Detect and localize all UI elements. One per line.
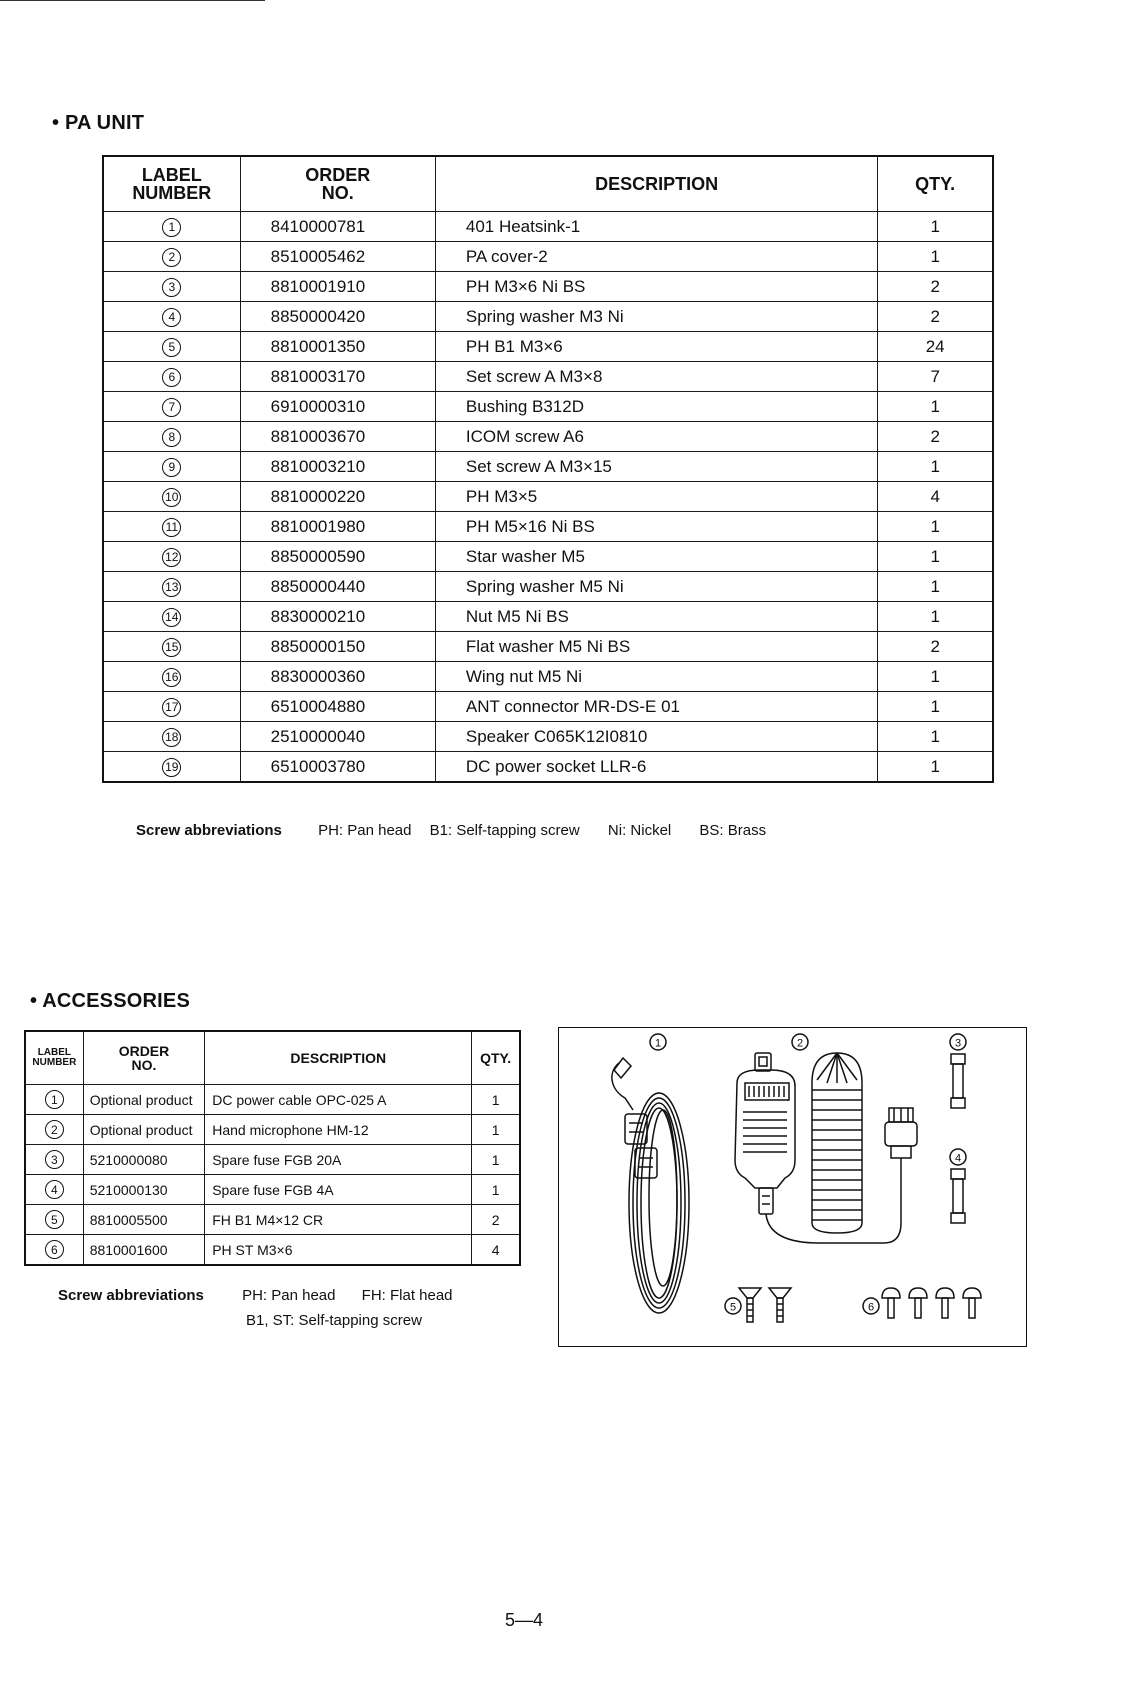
qty-cell: 1 [878, 242, 993, 272]
header-order-no: ORDER NO. [240, 156, 435, 212]
description-cell: Speaker C065K12I0810 [435, 722, 877, 752]
abbr-b1: B1: Self-tapping screw [429, 822, 580, 839]
accessories-screw-abbreviations [58, 1283, 453, 1333]
order-no-cell: 8810003170 [240, 362, 435, 392]
table-row [103, 422, 993, 452]
label-number-badge: 5 [162, 338, 181, 357]
label-number-badge: 9 [162, 458, 181, 477]
description-cell: PH ST M3×6 [205, 1235, 472, 1266]
table-row [103, 392, 993, 422]
callout-1-label: 1 [654, 1037, 662, 1050]
description-cell: Set screw A M3×8 [435, 362, 877, 392]
description-cell: DC power cable OPC-025 A [205, 1085, 472, 1115]
label-number-badge: 5 [45, 1210, 64, 1229]
qty-cell: 1 [878, 572, 993, 602]
description-cell: PH M3×5 [435, 482, 877, 512]
qty-cell: 4 [472, 1235, 520, 1266]
callout-6-label: 6 [867, 1301, 875, 1314]
header-description: DESCRIPTION [435, 156, 877, 212]
description-cell: FH B1 M4×12 CR [205, 1205, 472, 1235]
qty-cell: 1 [878, 662, 993, 692]
table-header-row [103, 156, 993, 212]
order-no-cell: 8810001910 [240, 272, 435, 302]
description-cell: Nut M5 Ni BS [435, 602, 877, 632]
order-no-cell: 6910000310 [240, 392, 435, 422]
description-cell: PH B1 M3×6 [435, 332, 877, 362]
table-row [25, 1205, 520, 1235]
label-number-badge: 2 [162, 248, 181, 267]
abbr-b1-st: B1, ST: Self-tapping screw [246, 1312, 422, 1329]
qty-cell: 7 [878, 362, 993, 392]
table-row [103, 302, 993, 332]
label-number-cell [103, 272, 240, 302]
abbr-ph: PH: Pan head [318, 822, 412, 839]
callout-4 [950, 1149, 966, 1165]
qty-cell: 2 [472, 1205, 520, 1235]
pa-unit-table [102, 155, 994, 783]
label-number-cell [103, 602, 240, 632]
order-no-cell: 8810001350 [240, 332, 435, 362]
label-number-cell [103, 512, 240, 542]
order-no-cell: 8510005462 [240, 242, 435, 272]
description-cell: Set screw A M3×15 [435, 452, 877, 482]
table-row [103, 212, 993, 242]
label-number-cell [103, 392, 240, 422]
callout-1 [650, 1034, 666, 1050]
qty-cell: 2 [878, 422, 993, 452]
table-row [103, 662, 993, 692]
header-qty: QTY. [472, 1031, 520, 1085]
top-rule [0, 0, 265, 1]
pan-head-screws-drawing [882, 1288, 981, 1318]
table-row [103, 482, 993, 512]
qty-cell: 24 [878, 332, 993, 362]
table-row [103, 722, 993, 752]
order-no-cell: 8810000220 [240, 482, 435, 512]
order-no-cell: 8810003670 [240, 422, 435, 452]
qty-cell: 1 [472, 1115, 520, 1145]
label-number-cell [25, 1235, 83, 1266]
label-number-badge: 2 [45, 1120, 64, 1139]
qty-cell: 1 [472, 1145, 520, 1175]
label-number-badge: 6 [162, 368, 181, 387]
accessories-table [24, 1030, 521, 1266]
label-number-badge: 6 [45, 1240, 64, 1259]
description-cell: Hand microphone HM-12 [205, 1115, 472, 1145]
label-number-cell [103, 692, 240, 722]
table-row [103, 332, 993, 362]
order-no-cell: 8830000360 [240, 662, 435, 692]
dc-power-cable-drawing [612, 1058, 689, 1313]
order-no-cell: 8850000420 [240, 302, 435, 332]
label-number-badge: 17 [162, 698, 181, 717]
label-number-badge: 14 [162, 608, 181, 627]
order-no-cell: Optional product [83, 1115, 204, 1145]
accessories-title: • ACCESSORIES [30, 990, 191, 1012]
callout-2-label: 2 [796, 1037, 804, 1050]
spare-fuse-20a-drawing [951, 1054, 965, 1108]
label-number-badge: 13 [162, 578, 181, 597]
qty-cell: 1 [878, 722, 993, 752]
label-number-badge: 18 [162, 728, 181, 747]
label-number-cell [103, 242, 240, 272]
spare-fuse-4a-drawing [951, 1169, 965, 1223]
label-number-cell [103, 542, 240, 572]
order-no-cell: 8830000210 [240, 602, 435, 632]
label-number-badge: 3 [162, 278, 181, 297]
qty-cell: 1 [878, 392, 993, 422]
label-number-badge: 1 [45, 1090, 64, 1109]
label-number-badge: 11 [162, 518, 181, 537]
accessories-drawing [559, 1028, 1026, 1346]
header-qty: QTY. [878, 156, 993, 212]
table-row [25, 1115, 520, 1145]
label-number-cell [25, 1175, 83, 1205]
table-row [103, 272, 993, 302]
label-number-cell [103, 572, 240, 602]
order-no-cell: 8810001980 [240, 512, 435, 542]
order-no-cell: 8810003210 [240, 452, 435, 482]
abbr-fh: FH: Flat head [361, 1287, 453, 1304]
label-number-cell [25, 1115, 83, 1145]
label-number-cell [103, 722, 240, 752]
label-number-badge: 15 [162, 638, 181, 657]
order-no-cell: 8410000781 [240, 212, 435, 242]
description-cell: Spare fuse FGB 20A [205, 1145, 472, 1175]
qty-cell: 2 [878, 632, 993, 662]
qty-cell: 1 [472, 1085, 520, 1115]
table-row [25, 1175, 520, 1205]
order-no-cell: 8850000150 [240, 632, 435, 662]
header-label-number: LABEL NUMBER [25, 1031, 83, 1085]
order-no-cell: 5210000080 [83, 1145, 204, 1175]
description-cell: DC power socket LLR-6 [435, 752, 877, 783]
label-number-cell [25, 1145, 83, 1175]
order-no-cell: Optional product [83, 1085, 204, 1115]
callout-6 [863, 1298, 879, 1314]
label-number-cell [103, 302, 240, 332]
description-cell: PH M5×16 Ni BS [435, 512, 877, 542]
label-number-cell [103, 422, 240, 452]
description-cell: Star washer M5 [435, 542, 877, 572]
label-number-cell [25, 1085, 83, 1115]
label-number-badge: 4 [45, 1180, 64, 1199]
description-cell: 401 Heatsink-1 [435, 212, 877, 242]
table-header-row [25, 1031, 520, 1085]
label-number-badge: 3 [45, 1150, 64, 1169]
table-row [103, 752, 993, 783]
pa-unit-title: • PA UNIT [52, 112, 145, 134]
order-no-cell: 6510003780 [240, 752, 435, 783]
order-no-cell: 8810005500 [83, 1205, 204, 1235]
label-number-cell [103, 482, 240, 512]
label-number-cell [103, 362, 240, 392]
abbr-ph: PH: Pan head [242, 1287, 336, 1304]
label-number-cell [103, 632, 240, 662]
callout-3-label: 3 [954, 1037, 962, 1050]
qty-cell: 1 [878, 512, 993, 542]
table-row [103, 452, 993, 482]
abbr-heading: Screw abbreviations [136, 822, 282, 839]
description-cell: ICOM screw A6 [435, 422, 877, 452]
description-cell: ANT connector MR-DS-E 01 [435, 692, 877, 722]
label-number-cell [103, 452, 240, 482]
label-number-badge: 19 [162, 758, 181, 777]
page-number: 5—4 [505, 1610, 544, 1630]
qty-cell: 1 [878, 452, 993, 482]
pa-screw-abbreviations [136, 822, 766, 839]
table-row [25, 1145, 520, 1175]
label-number-cell [103, 332, 240, 362]
qty-cell: 1 [472, 1175, 520, 1205]
header-label-number: LABEL NUMBER [103, 156, 240, 212]
description-cell: PA cover-2 [435, 242, 877, 272]
table-row [103, 512, 993, 542]
header-description: DESCRIPTION [205, 1031, 472, 1085]
qty-cell: 1 [878, 602, 993, 632]
accessories-illustration [558, 1027, 1027, 1347]
label-number-cell [103, 752, 240, 783]
order-no-cell: 5210000130 [83, 1175, 204, 1205]
qty-cell: 2 [878, 272, 993, 302]
description-cell: Bushing B312D [435, 392, 877, 422]
qty-cell: 1 [878, 542, 993, 572]
label-number-badge: 8 [162, 428, 181, 447]
qty-cell: 4 [878, 482, 993, 512]
label-number-badge: 4 [162, 308, 181, 327]
table-row [25, 1235, 520, 1266]
table-row [103, 572, 993, 602]
abbr-ni: Ni: Nickel [607, 822, 672, 839]
order-no-cell: 8850000590 [240, 542, 435, 572]
description-cell: Wing nut M5 Ni [435, 662, 877, 692]
table-row [103, 632, 993, 662]
order-no-cell: 6510004880 [240, 692, 435, 722]
order-no-cell: 8810001600 [83, 1235, 204, 1266]
label-number-badge: 16 [162, 668, 181, 687]
description-cell: Spare fuse FGB 4A [205, 1175, 472, 1205]
qty-cell: 1 [878, 752, 993, 783]
label-number-cell [103, 212, 240, 242]
hand-microphone-drawing [735, 1053, 917, 1243]
callout-2 [792, 1034, 808, 1050]
qty-cell: 1 [878, 212, 993, 242]
label-number-cell [103, 662, 240, 692]
table-row [25, 1085, 520, 1115]
label-number-badge: 1 [162, 218, 181, 237]
abbr-heading: Screw abbreviations [58, 1287, 204, 1304]
table-row [103, 362, 993, 392]
label-number-cell [25, 1205, 83, 1235]
description-cell: PH M3×6 Ni BS [435, 272, 877, 302]
callout-5-label: 5 [729, 1301, 737, 1314]
description-cell: Flat washer M5 Ni BS [435, 632, 877, 662]
callout-5 [725, 1298, 741, 1314]
callout-4-label: 4 [954, 1152, 962, 1165]
abbr-bs: BS: Brass [699, 822, 767, 839]
table-row [103, 242, 993, 272]
order-no-cell: 8850000440 [240, 572, 435, 602]
table-row [103, 692, 993, 722]
flat-head-screws-drawing [739, 1288, 791, 1322]
table-row [103, 542, 993, 572]
label-number-badge: 7 [162, 398, 181, 417]
table-row [103, 602, 993, 632]
header-order-no: ORDER NO. [83, 1031, 204, 1085]
label-number-badge: 10 [162, 488, 181, 507]
qty-cell: 1 [878, 692, 993, 722]
label-number-badge: 12 [162, 548, 181, 567]
description-cell: Spring washer M5 Ni [435, 572, 877, 602]
qty-cell: 2 [878, 302, 993, 332]
description-cell: Spring washer M3 Ni [435, 302, 877, 332]
callout-3 [950, 1034, 966, 1050]
order-no-cell: 2510000040 [240, 722, 435, 752]
